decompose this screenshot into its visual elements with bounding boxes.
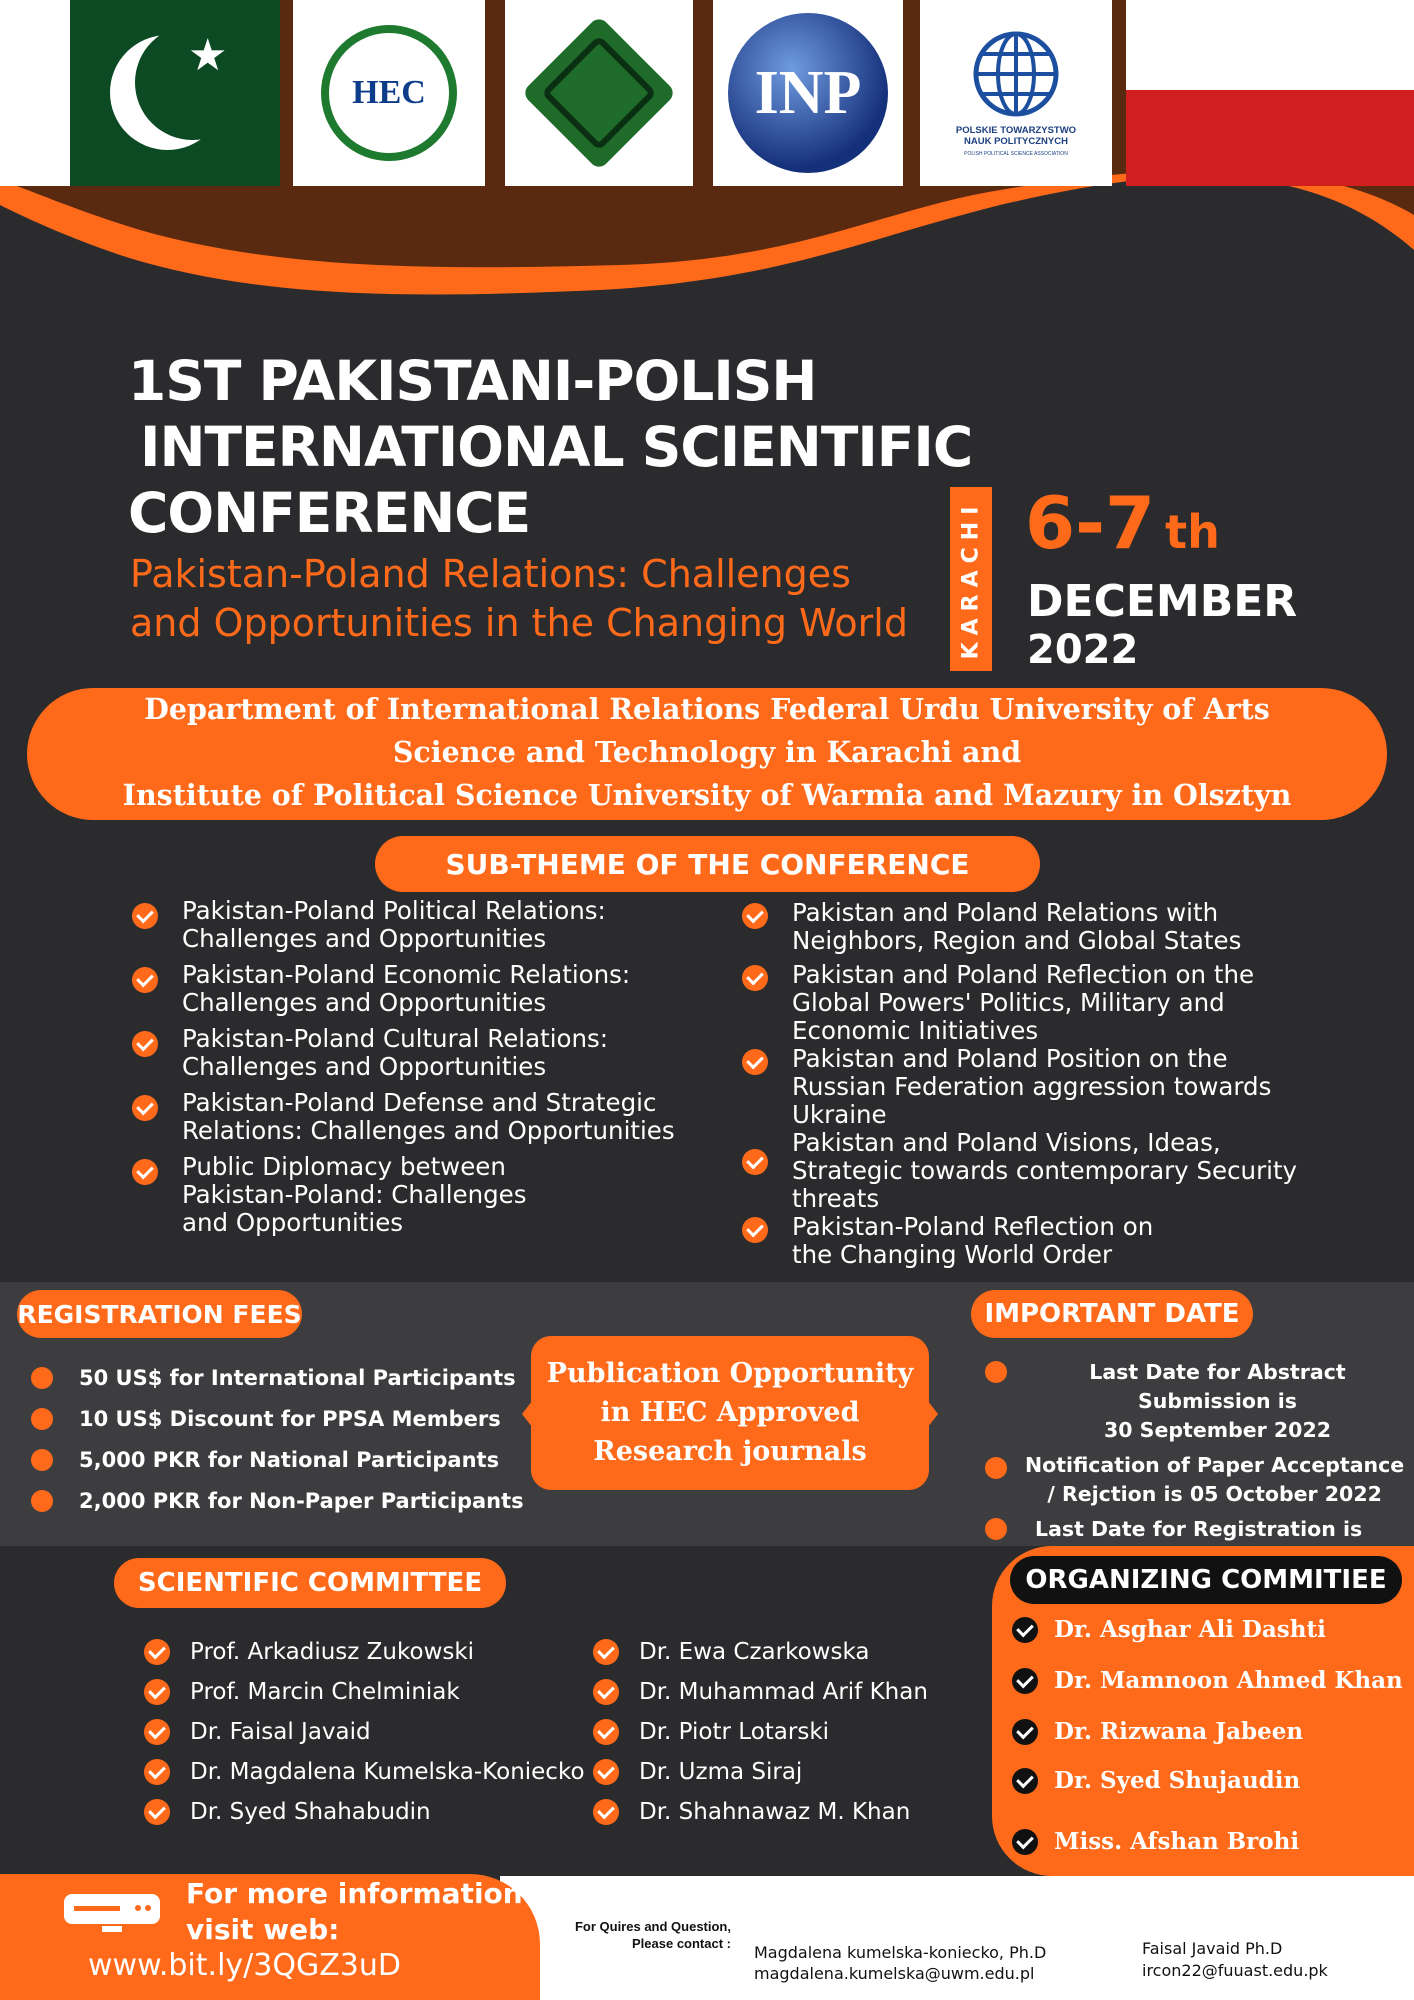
check-icon bbox=[1012, 1719, 1038, 1745]
check-icon bbox=[742, 965, 768, 991]
bullet-icon bbox=[985, 1457, 1007, 1479]
website-link[interactable]: www.bit.ly/3QGZ3uD bbox=[88, 1948, 401, 1983]
subtheme-item bbox=[132, 961, 692, 1017]
check-icon bbox=[144, 1679, 170, 1705]
more-info-line-1: For more information bbox=[186, 1877, 523, 1910]
check-icon bbox=[742, 1049, 768, 1075]
subtheme-text: the Changing World Order bbox=[792, 1240, 1113, 1269]
title-line-3: CONFERENCE bbox=[128, 481, 531, 545]
member-name: Prof. Marcin Chelminiak bbox=[190, 1679, 460, 1705]
subtheme-text: Pakistan-Poland Defense and Strategic bbox=[182, 1088, 657, 1117]
subtheme-item bbox=[742, 899, 1392, 955]
committee-member bbox=[144, 1719, 585, 1745]
organizing-member bbox=[1012, 1828, 1403, 1855]
conference-title bbox=[128, 348, 972, 546]
subtitle-line-1: Pakistan-Poland Relations: Challenges bbox=[130, 552, 851, 596]
important-text: 30 September 2022 bbox=[1104, 1418, 1331, 1442]
organizing-heading-text: ORGANIZING COMMITIEE bbox=[1025, 1565, 1387, 1595]
organizers-line-2: Science and Technology in Karachi and bbox=[392, 735, 1022, 769]
committee-member bbox=[144, 1759, 585, 1785]
subtheme-text: Global Powers' Politics, Military and bbox=[792, 988, 1225, 1017]
check-icon bbox=[742, 903, 768, 929]
committee-member bbox=[144, 1679, 585, 1705]
fee-item bbox=[31, 1489, 524, 1513]
check-icon bbox=[593, 1639, 619, 1665]
organizing-heading bbox=[1010, 1556, 1402, 1604]
subtheme-text: Pakistan-Poland Reflection on bbox=[792, 1212, 1154, 1241]
subtheme-text: Pakistan and Poland Reflection on the bbox=[792, 960, 1255, 989]
pakistan-flag: ★ bbox=[0, 0, 280, 186]
subtheme-text: Challenges and Opportunities bbox=[182, 988, 547, 1017]
organizers-line-1: Department of International Relations Federal Urdu University of Arts bbox=[144, 692, 1270, 726]
fee-item bbox=[31, 1407, 524, 1431]
subtheme-text: Pakistan-Poland Cultural Relations: bbox=[182, 1024, 609, 1053]
check-icon bbox=[593, 1759, 619, 1785]
subtheme-item bbox=[132, 897, 692, 953]
important-text: Last Date for Registration is bbox=[1035, 1517, 1363, 1541]
member-name: Dr. Syed Shahabudin bbox=[190, 1799, 431, 1825]
contact-2-name: Faisal Javaid Ph.D bbox=[1142, 1939, 1283, 1958]
fee-text: 10 US$ Discount for PPSA Members bbox=[79, 1407, 501, 1431]
member-name: Miss. Afshan Brohi bbox=[1054, 1828, 1300, 1855]
subtheme-item bbox=[742, 1045, 1392, 1129]
member-name: Dr. Faisal Javaid bbox=[190, 1719, 371, 1745]
check-icon bbox=[593, 1679, 619, 1705]
fee-text: 2,000 PKR for Non-Paper Participants bbox=[79, 1489, 524, 1513]
city-label: KARACHI bbox=[958, 499, 984, 659]
organizing-list bbox=[1012, 1616, 1403, 1855]
scientific-heading bbox=[114, 1558, 506, 1608]
check-icon bbox=[1012, 1617, 1038, 1643]
queries-line-2: Please contact : bbox=[632, 1936, 731, 1951]
subtheme-item bbox=[132, 1025, 692, 1081]
subtheme-text: and Opportunities bbox=[182, 1208, 404, 1237]
check-icon bbox=[132, 1095, 158, 1121]
subtheme-text: Pakistan-Poland: Challenges bbox=[182, 1180, 527, 1209]
ppsa-text-1: POLSKIE TOWARZYSTWO bbox=[955, 125, 1077, 136]
important-text: Notification of Paper Acceptance bbox=[1025, 1453, 1405, 1477]
inp-globe bbox=[713, 0, 903, 186]
ppsa-globe bbox=[971, 29, 1061, 119]
check-icon bbox=[1012, 1829, 1038, 1855]
member-name: Dr. Uzma Siraj bbox=[639, 1759, 803, 1785]
important-heading bbox=[971, 1290, 1253, 1338]
member-name: Dr. Mamnoon Ahmed Khan bbox=[1054, 1667, 1403, 1694]
fee-item bbox=[31, 1448, 524, 1472]
bullet-icon bbox=[31, 1490, 53, 1512]
date-month bbox=[1027, 578, 1297, 674]
subtheme-text: Pakistan and Poland Relations with bbox=[792, 898, 1219, 927]
member-name: Dr. Syed Shujaudin bbox=[1054, 1767, 1301, 1794]
check-icon bbox=[132, 1031, 158, 1057]
committee-member bbox=[593, 1759, 928, 1785]
more-info-text bbox=[186, 1876, 523, 1948]
subtitle-line-2: and Opportunities in the Changing World bbox=[130, 601, 908, 645]
ppsa-text-3: POLISH POLITICAL SCIENCE ASSOCIATION bbox=[964, 151, 1068, 157]
bullet-icon bbox=[31, 1449, 53, 1471]
committee-member bbox=[593, 1639, 928, 1665]
check-icon bbox=[144, 1639, 170, 1665]
member-name: Prof. Arkadiusz Zukowski bbox=[190, 1639, 475, 1665]
hec-emblem bbox=[293, 0, 485, 186]
subtheme-text: Economic Initiatives bbox=[792, 1016, 1039, 1045]
check-icon bbox=[593, 1799, 619, 1825]
city-bar bbox=[950, 487, 992, 671]
subtheme-text: Pakistan-Poland Economic Relations: bbox=[182, 960, 631, 989]
registration-heading-text: REGISTRATION FEES bbox=[17, 1299, 302, 1329]
publication-line-1: Publication Opportunity bbox=[546, 1358, 914, 1389]
subtheme-text: Challenges and Opportunities bbox=[182, 1052, 547, 1081]
organizing-member bbox=[1012, 1667, 1403, 1694]
ppsa-text-2: NAUK POLITYCZNYCH bbox=[964, 136, 1068, 147]
title-line-1: 1ST PAKISTANI-POLISH bbox=[128, 349, 817, 413]
check-icon bbox=[144, 1759, 170, 1785]
bullet-icon bbox=[31, 1408, 53, 1430]
contact-1 bbox=[754, 1942, 1046, 1984]
poland-flag bbox=[1126, 0, 1414, 186]
fee-item bbox=[31, 1366, 524, 1390]
check-icon bbox=[742, 1149, 768, 1175]
contact-2-email[interactable]: ircon22@fuuast.edu.pk bbox=[1142, 1961, 1328, 1980]
subtheme-text: Ukraine bbox=[792, 1100, 887, 1129]
fee-text: 5,000 PKR for National Participants bbox=[79, 1448, 500, 1472]
subtheme-item bbox=[132, 1089, 692, 1145]
scientific-list-right bbox=[593, 1639, 928, 1839]
subtheme-text: threats bbox=[792, 1184, 880, 1213]
check-icon bbox=[144, 1799, 170, 1825]
bullet-icon bbox=[31, 1367, 53, 1389]
important-text: / Rejction is 05 October 2022 bbox=[1047, 1482, 1382, 1506]
subtheme-text: Pakistan and Poland Visions, Ideas, bbox=[792, 1128, 1221, 1157]
check-icon bbox=[144, 1719, 170, 1745]
subtheme-heading-text: SUB-THEME OF THE CONFERENCE bbox=[445, 847, 970, 881]
member-name: Dr. Magdalena Kumelska-Koniecko bbox=[190, 1759, 585, 1785]
member-name: Dr. Rizwana Jabeen bbox=[1054, 1718, 1304, 1745]
publication-line-3: Research journals bbox=[593, 1436, 867, 1467]
publication-box bbox=[531, 1336, 929, 1490]
more-info-line-2: visit web: bbox=[186, 1913, 340, 1946]
date-days-value: 6-7 bbox=[1025, 481, 1156, 565]
subtheme-item bbox=[742, 961, 1392, 1045]
member-name: Dr. Shahnawaz M. Khan bbox=[639, 1799, 911, 1825]
check-icon bbox=[1012, 1768, 1038, 1794]
organizers-banner bbox=[27, 688, 1387, 820]
contact-2 bbox=[1142, 1938, 1328, 1982]
queries-line-1: For Quires and Question, bbox=[574, 1919, 731, 1934]
subtheme-heading bbox=[375, 836, 1040, 892]
subtheme-item bbox=[742, 1129, 1392, 1213]
committee-member bbox=[593, 1719, 928, 1745]
subtheme-text: Public Diplomacy between bbox=[182, 1152, 506, 1181]
committee-member bbox=[144, 1639, 585, 1665]
member-name: Dr. Asghar Ali Dashti bbox=[1054, 1616, 1326, 1643]
fee-text: 50 US$ for International Participants bbox=[79, 1366, 516, 1390]
check-icon bbox=[132, 967, 158, 993]
organizing-member bbox=[1012, 1767, 1403, 1794]
date-year: 2022 bbox=[1027, 627, 1139, 673]
important-heading-text: IMPORTANT DATE bbox=[984, 1299, 1240, 1329]
member-name: Dr. Ewa Czarkowska bbox=[639, 1639, 870, 1665]
committee-member bbox=[593, 1679, 928, 1705]
subtheme-item bbox=[742, 1213, 1392, 1269]
bullet-icon bbox=[985, 1361, 1007, 1383]
subtheme-text: Russian Federation aggression towards bbox=[792, 1072, 1272, 1101]
inp-label: INP bbox=[754, 58, 862, 127]
important-item bbox=[985, 1451, 1410, 1509]
monitor-icon bbox=[62, 1890, 162, 1936]
subtheme-list-left bbox=[132, 897, 692, 1237]
committee-member bbox=[144, 1799, 585, 1825]
member-name: Dr. Piotr Lotarski bbox=[639, 1719, 830, 1745]
date-days bbox=[1025, 478, 1220, 577]
check-icon bbox=[1012, 1668, 1038, 1694]
subtheme-list-right bbox=[742, 899, 1392, 1269]
check-icon bbox=[593, 1719, 619, 1745]
contact-1-email[interactable]: magdalena.kumelska@uwm.edu.pl bbox=[754, 1964, 1035, 1983]
check-icon bbox=[132, 1159, 158, 1185]
scientific-heading-text: SCIENTIFIC COMMITTEE bbox=[137, 1568, 483, 1598]
hec-label: HEC bbox=[352, 74, 426, 111]
member-name: Dr. Muhammad Arif Khan bbox=[639, 1679, 928, 1705]
scientific-list-left bbox=[144, 1639, 585, 1839]
fuuast-logo bbox=[505, 0, 693, 186]
subtheme-text: Challenges and Opportunities bbox=[182, 924, 547, 953]
subtheme-text: Neighbors, Region and Global States bbox=[792, 926, 1242, 955]
date-suffix: th bbox=[1165, 505, 1220, 559]
contact-1-name: Magdalena kumelska-koniecko, Ph.D bbox=[754, 1943, 1047, 1962]
subtheme-text: Pakistan-Poland Political Relations: bbox=[182, 896, 606, 925]
important-text: Last Date for Abstract Submission is bbox=[1089, 1360, 1346, 1413]
important-item bbox=[985, 1358, 1410, 1445]
title-line-2: INTERNATIONAL SCIENTIFIC bbox=[140, 415, 973, 479]
check-icon bbox=[132, 903, 158, 929]
subtheme-item bbox=[132, 1153, 692, 1237]
ppsa-logo bbox=[920, 0, 1112, 186]
bullet-icon bbox=[985, 1518, 1007, 1540]
subtheme-text: Strategic towards contemporary Security bbox=[792, 1156, 1298, 1185]
organizers-line-3: Institute of Political Science University of Warmia and Mazury in Olsztyn bbox=[122, 778, 1292, 812]
registration-heading bbox=[17, 1290, 302, 1338]
queries-label bbox=[547, 1918, 731, 1952]
publication-line-2: in HEC Approved bbox=[600, 1397, 860, 1428]
registration-list bbox=[31, 1366, 524, 1530]
conference-subtitle bbox=[130, 550, 908, 648]
date-month-label: DECEMBER bbox=[1027, 576, 1298, 627]
subtheme-text: Relations: Challenges and Opportunities bbox=[182, 1116, 675, 1145]
organizing-member bbox=[1012, 1718, 1403, 1745]
subtheme-text: Pakistan and Poland Position on the bbox=[792, 1044, 1228, 1073]
committee-member bbox=[593, 1799, 928, 1825]
important-list bbox=[985, 1358, 1410, 1573]
organizing-member bbox=[1012, 1616, 1403, 1643]
check-icon bbox=[742, 1217, 768, 1243]
